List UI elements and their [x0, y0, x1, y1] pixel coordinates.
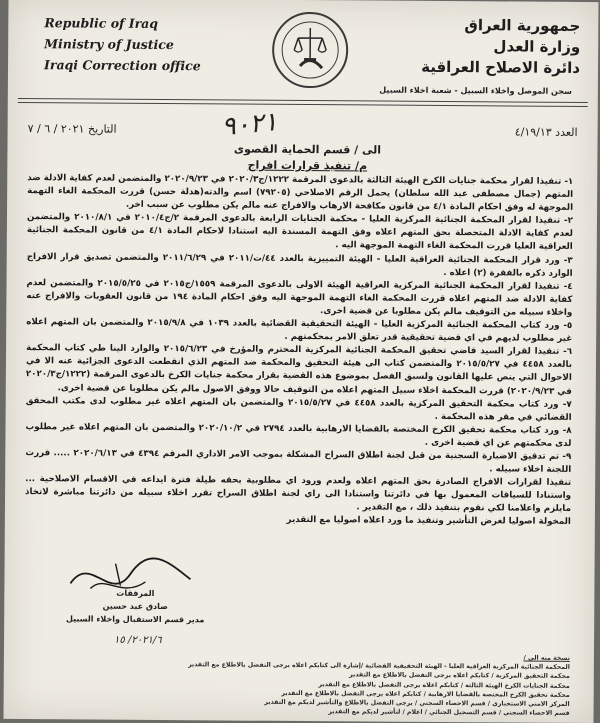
signature-label: المرفقات	[116, 588, 155, 598]
header-republic-en: Republic of Iraq	[44, 15, 159, 31]
addressee-block	[157, 141, 457, 175]
signer-name: صادق عبد حسين	[102, 601, 168, 612]
paragraph: تنفيذا لقرارات الافراج الصادرة بحق المتهم اعلاه ولعدم ورود اي مطلوبية بحقه طيلة فترة ايداعه في الاقسام الاصلاحية ... واستنادا للسياقات المعمول بها في دائرتنا واستنادا الى راي لجنة اطلاق السراح تقرر اخلاء سبيله من دائرتنا مباشرة لاتخاذ مايلزم واعلامنا لكي نقوم بتنفيذ ذلك ، مع التقدير .	[25, 474, 572, 515]
document-page	[3, 0, 598, 723]
ministry-seal-icon	[270, 10, 351, 91]
header-ministry-en: Ministry of Justice	[44, 36, 174, 53]
cc-item: محكمة التحقيق المركزية / كتابكم اعلاه يرجى التفضل بالاطلاع مع التقدير	[349, 671, 570, 681]
letter-body	[25, 172, 573, 529]
cc-item: المحكمة الجنائية المركزية العراقية العليا - الهيئة التحقيقية القضائية /إشارة الى كتابكم اعلاه يرجى التفضل بالاطلاع مع التقدير	[188, 661, 570, 672]
cc-item: قسم الاحصاء السجني / قسم التسجيل الجنائي / اعلام / لتأشير لديكم مع التقدير	[328, 708, 570, 718]
arabic-header	[421, 15, 580, 79]
paragraph: ٢- تنفيذا لقرار المحكمة الجنائية المركزية العليا - محكمة الجنايات الرابعة بالدعوى المرقمة ٢/ج٢٠١٠/٤ في ٢٠١٠/٨/١ والمتضمن لعدم كفاية الادلة المتحصلة بحق المتهم اعلاه وفق التهمة المسندة اليه استنادا لاحكام المادة ٤/١ من قانون المحكمة الجنائية العراقية العليا قررت المحكمة الغاء التهمة الموجهة اليه .	[26, 212, 573, 253]
date-field	[28, 122, 117, 136]
paragraph: ٧- ورد كتاب محكمة التحقيق المركزية بالعدد ٤٤٥٨ في ٢٠١٥/٥/٢٧ والمتضمن بان المتهم اعلاه غير مطلوب لدى مكتب المحقق القضائي في مقر هذه المحكمة .	[25, 395, 572, 423]
addressee: الى / قسم الحماية القصوى	[233, 142, 382, 157]
paragraph: ٤- تنفيذا لقرار المحكمة الجنائية المركزية العراقية الهيئة الاولى بالدعوى المرقمة ١٥٥٩/ج٢٠١٥ في ٢٠١٥/٥/٢٥ والمتضمن لعدم كفاية الادلة ضد المتهم اعلاه قررت المحكمة الغاء التهمة الموجهة اليه وفق احكام المادة ١٩٤ من قانون العقوبات والافراج عنه واخلاء سبيله من التوقيف مالم يكن مطلوبا عن قضية اخرى.	[26, 277, 573, 318]
cc-item: محكمة تحقيق الكرخ المختصة بالقضايا الارهابية / كتابكم اعلاه يرجى التفضل بالاطلاع مع التقدير	[281, 689, 570, 699]
paragraph: ١- تنفيذا لقرار محكمة جنايات الكرخ الهيئة الثالثة بالدعوى المرقمة ١٢٢٢/ج٢٠٢٠/٣ في ٢٠٢٠/٩/٢٣ والمتضمن لعدم كفاية الادلة ضد المتهم (جمال مصطفى عبد الله سلطان) يحمل الرقم الاصلاحي (٧٩٢٠٥) اسم والدته(هدلة حسن) قررت المحكمة الغاء التهمة الموجهة له وفق احكام المادة ٤/١ من قانون مكافحة الارهاب والافراج عنه مالم يكن مطلوب عن سبب اخر.	[27, 173, 574, 214]
signer-title: مدير قسم الاستقبال واخلاء السبيل	[65, 614, 205, 625]
signature-date: ٢٠٢١/٦/ ١٥	[114, 634, 162, 647]
reference-number: ٩٠٢١	[220, 106, 279, 143]
reference-row	[22, 106, 584, 143]
header-divider-2	[18, 102, 588, 107]
ref-label: العدد	[555, 125, 578, 139]
date-label: التاريخ	[87, 122, 117, 136]
cc-title: نسخة منه الى /	[523, 654, 570, 662]
paragraph: ٩- تم تدقيق الاضبارة السجنية من قبل لجنة اطلاق السراح المشكلة بموجب الامر الاداري المرقم ٤٣٩٤ في ٢٠٢٠/٦/١٣ ..... قررت اللجنة اخلاء سبيله .	[25, 448, 572, 475]
ref-date: ٤/١٩/١٣	[514, 125, 552, 139]
ref-field	[515, 125, 578, 138]
header-republic-ar: جمهورية العراق	[464, 16, 581, 35]
department-subtitle: سجن الموصل واخلاء السبيل - شعبة اخلاء السبيل	[379, 85, 572, 96]
header-ministry-ar: وزارة العدل	[493, 37, 581, 56]
paragraph: ٣- ورد قرار المحكمة الجنائية العراقية العليا - الهيئة التمييزية بالعدد ٤٤/ت/٢٠١١ في ٢٠١١/٦/٢٩ والمتضمن تصديق قرار الافراج الوارد ذكره بالفقرة (٢) اعلاه .	[26, 251, 573, 279]
paragraph: ٥- ورد كتاب المحكمة الجنائية المركزية العليا - الهيئة التحقيقية القضائية بالعدد ١٠٣٩ في ٢٠١٥/٩/٨ والمتضمن بان المتهم اعلاه غير مطلوب لديهم في اي قضية تحقيقية قدر تعلق الامر بمحكمتهم .	[26, 317, 573, 345]
header-office-ar: دائرة الاصلاح العراقية	[421, 57, 581, 77]
paragraph: ٨- ورد كتاب محكمة تحقيق الكرخ المختصة بالقضايا الارهابية بالعدد ٢٧٩٤ في ٢٠٢٠/١٠/٢ والمتضمن بان المتهم اعلاه غير مطلوب لدى محكمتهم عن اي قضية اخرى .	[25, 421, 572, 449]
closing-line: المخولة اصوليا لغرض التأشير وتنفيذ ما ورد اعلاه اصوليا مع التقدير	[286, 515, 571, 528]
signature-block	[60, 586, 210, 626]
cc-item: المركز الامني الاستخباري / قسم الاحصاء السجني / يرجى التفضل بالاطلاع والتأشير لديكم مع التقدير	[264, 698, 570, 708]
cc-item: محكمة الجنايات الكرخ الهيئة الثالثة / كتابكم اعلاه يرجى التفضل بالاطلاع مع التقدير	[318, 680, 570, 690]
header-office-en: Iraqi Correction office	[44, 57, 201, 74]
english-header	[44, 12, 201, 76]
date-value: ٢٠٢١ / ٦ / ٧	[27, 122, 85, 136]
subject-line: م/ تنفيذ قرارات افراج	[247, 158, 368, 173]
copies-to	[104, 651, 570, 719]
paragraph: ٦- تنفيذا لقرار السيد قاضي تحقيق المحكمة الجنائية المركزية المحترم والمؤرخ في ٢٠١٥/٦/٢٣ والوارد الينا طي كتاب المحكمة بالعدد ٤٤٥٨ في ٢٠١٥/٥/٢٧ والمتضمن كتاب الى هيئة التحقيق والمحكمة ضد المتهم الذي انقطعت الدعوى الجزائية عنه الا في الاحوال التي ينص عليها القانون ولسبق الفصل بموضوع هذه القضية بقرار محكمة جنايات الكرخ بالدعوى المرقمة (١٢٢٢/ج٢٠٢٠/٣ في ٢٠٢٠/٩/٢٣) قررت المحكمة اخلاء سبيل المتهم اعلاه من التوقيف حالا ووفق الاصول مالم يكن مطلوبا عن قضية اخرى.	[25, 343, 573, 397]
